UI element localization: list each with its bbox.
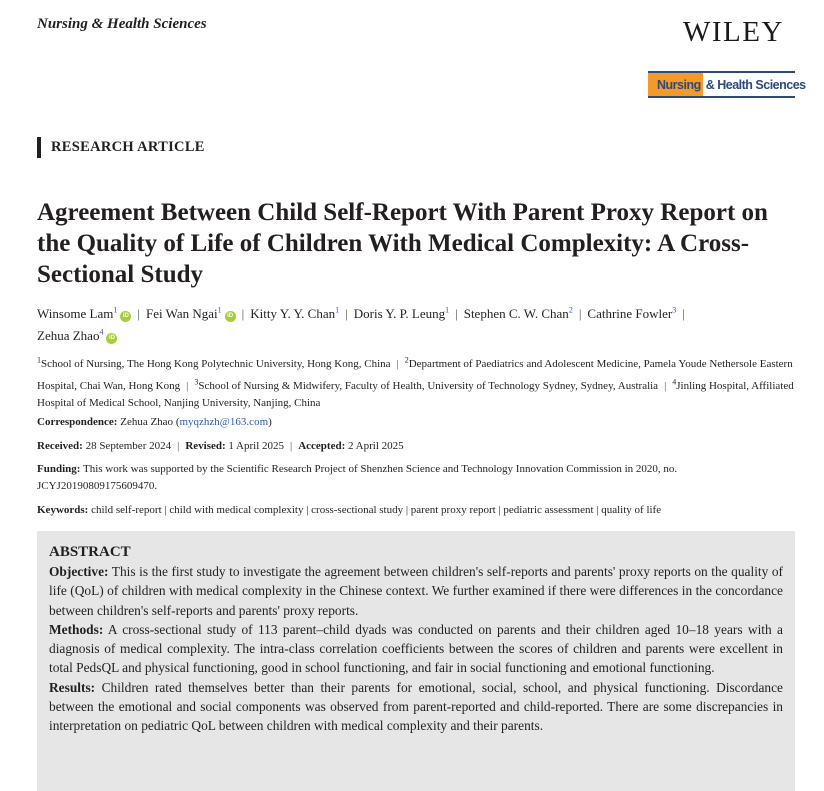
affiliation-separator: | [396,357,399,370]
abstract-heading: ABSTRACT [49,544,131,560]
section-text: A cross-sectional study of 113 parent–child dyads was conducted on parents and their children aged 10–18 years with a diagnosis of medical complexity. The intra-class correlation coefficients between the scores of children and parents were excellent in total PedsQL and physical functioning, good in school functioning, and fair in social functioning and emotional functioning. [49,621,783,676]
journal-name: Nursing & Health Sciences [37,16,207,32]
author[interactable] [354,306,449,321]
abstract-methods [49,620,783,678]
article-dates: Received: 28 September 2024 | Revised: 1 April 2025 | Accepted: 2 April 2025 [37,440,404,452]
received-date: 28 September 2024 [85,440,172,452]
revised-label: Revised: [185,440,226,452]
author[interactable] [146,306,236,321]
accepted-date: 2 April 2025 [348,440,404,452]
affiliation-separator: | [186,379,189,392]
author-separator: | [241,306,245,322]
funding [37,461,797,495]
author-name[interactable]: Zehua Zhao [37,327,100,343]
correspondence-email-link[interactable]: myqzhzh@163.com [179,416,269,428]
author-affiliation-ref[interactable]: 1 [445,306,450,315]
author-name[interactable]: Winsome Lam [37,306,114,322]
funding-label: Funding: [37,463,81,475]
affiliation-number: 3 [194,377,199,387]
received-label: Received: [37,440,83,452]
author-name[interactable]: Kitty Y. Y. Chan [250,306,336,322]
keywords [37,502,797,519]
accepted-label: Accepted: [298,440,346,452]
author-separator: | [682,306,685,322]
orcid-icon[interactable]: iD [120,311,131,322]
section-label: Objective: [49,564,109,579]
affiliation [37,355,391,370]
author-name[interactable]: Fei Wan Ngai [145,306,218,322]
affiliation [194,377,659,392]
correspondence-label: Correspondence: [37,416,118,428]
author-separator: | [455,306,458,322]
author-list [37,302,797,345]
abstract-objective [49,562,783,620]
author-affiliation-ref[interactable]: 1 [335,306,340,315]
author-name[interactable]: Cathrine Fowler [587,306,673,322]
author-separator: | [345,306,348,322]
author-separator: | [578,306,582,322]
author[interactable] [587,306,676,321]
author-affiliation-ref[interactable]: 4 [99,327,104,337]
orcid-icon[interactable]: iD [225,311,236,322]
section-text: This is the first study to investigate the agreement between children's self-reports and parents' proxy reports on the quality of life (QoL) of children with medical complexity in the Chinese context. We further examined if there were differences in the concordance between children's self-reports and parents' proxy reports. [49,564,784,618]
affiliation-text: Department of Paediatrics and Adolescent Medicine, Pamela Youde Nethersole Eastern Hospital, Chai Wan, Hong Kong [37,357,793,392]
affiliation-text: School of Nursing, The Hong Kong Polytechnic University, Hong Kong, China [41,357,391,370]
author[interactable] [464,306,573,321]
section-label: Results: [49,679,96,695]
abstract-results [49,678,783,736]
author-separator: | [137,306,140,322]
funding-text: This work was supported by the Scientific Research Project of Shenzhen Science and Technology Innovation Commission in 2020, no. JCYJ20190809175609470. [37,463,678,492]
affiliation-number: 1 [37,355,41,364]
correspondence-name: Zehua Zhao [120,416,174,428]
keywords-text: child self-report | child with medical complexity | cross-sectional study | parent proxy report | pediatric assessment | quality of life [91,504,662,516]
journal-logo [648,71,806,98]
journal-logo-part1: Nursing [648,73,703,96]
author-affiliation-ref[interactable]: 1 [217,306,222,315]
author-affiliation-ref[interactable]: 3 [672,306,677,315]
author[interactable] [250,306,339,321]
author[interactable] [37,328,117,343]
correspondence: Correspondence: Zehua Zhao (myqzhzh@163.com) [37,416,272,428]
orcid-icon[interactable]: iD [106,333,117,344]
affiliation-separator: | [664,379,667,392]
section-label: Methods: [49,621,104,637]
affiliations [37,351,807,413]
author-name[interactable]: Doris Y. P. Leung [353,306,446,322]
affiliation-number: 4 [672,377,677,387]
author-name[interactable]: Stephen C. W. Chan [463,306,569,322]
author[interactable] [37,306,131,321]
publisher-logo: WILEY [683,16,784,48]
keywords-label: Keywords: [37,504,89,516]
section-text: Children rated themselves better than their parents for emotional, social, school, and physical functioning. Discordance between the emotional and social components was observed from parent-reported and child-reported. There are some discrepancies in interpretation on pediatric QoL between children with medical complexity and their parents. [49,679,783,734]
affiliation-text: School of Nursing & Midwifery, Faculty of Health, University of Technology Sydney, Sydney, Australia [198,379,659,392]
author-affiliation-ref[interactable]: 2 [568,306,573,315]
abstract-box [37,531,795,791]
article-type: RESEARCH ARTICLE [37,137,205,158]
author-affiliation-ref[interactable]: 1 [113,306,118,315]
affiliation-text: Jinling Hospital, Affiliated Hospital of Medical School, Nanjing University, Nanjing, China [37,379,794,410]
journal-logo-part2: & Health Sciences [705,77,806,92]
article-title: Agreement Between Child Self-Report With Parent Proxy Report on the Quality of Life of Children With Medical Complexity: A Cross-Sectional Study [37,199,768,288]
revised-date: 1 April 2025 [228,440,285,452]
affiliation-number: 2 [404,355,409,364]
